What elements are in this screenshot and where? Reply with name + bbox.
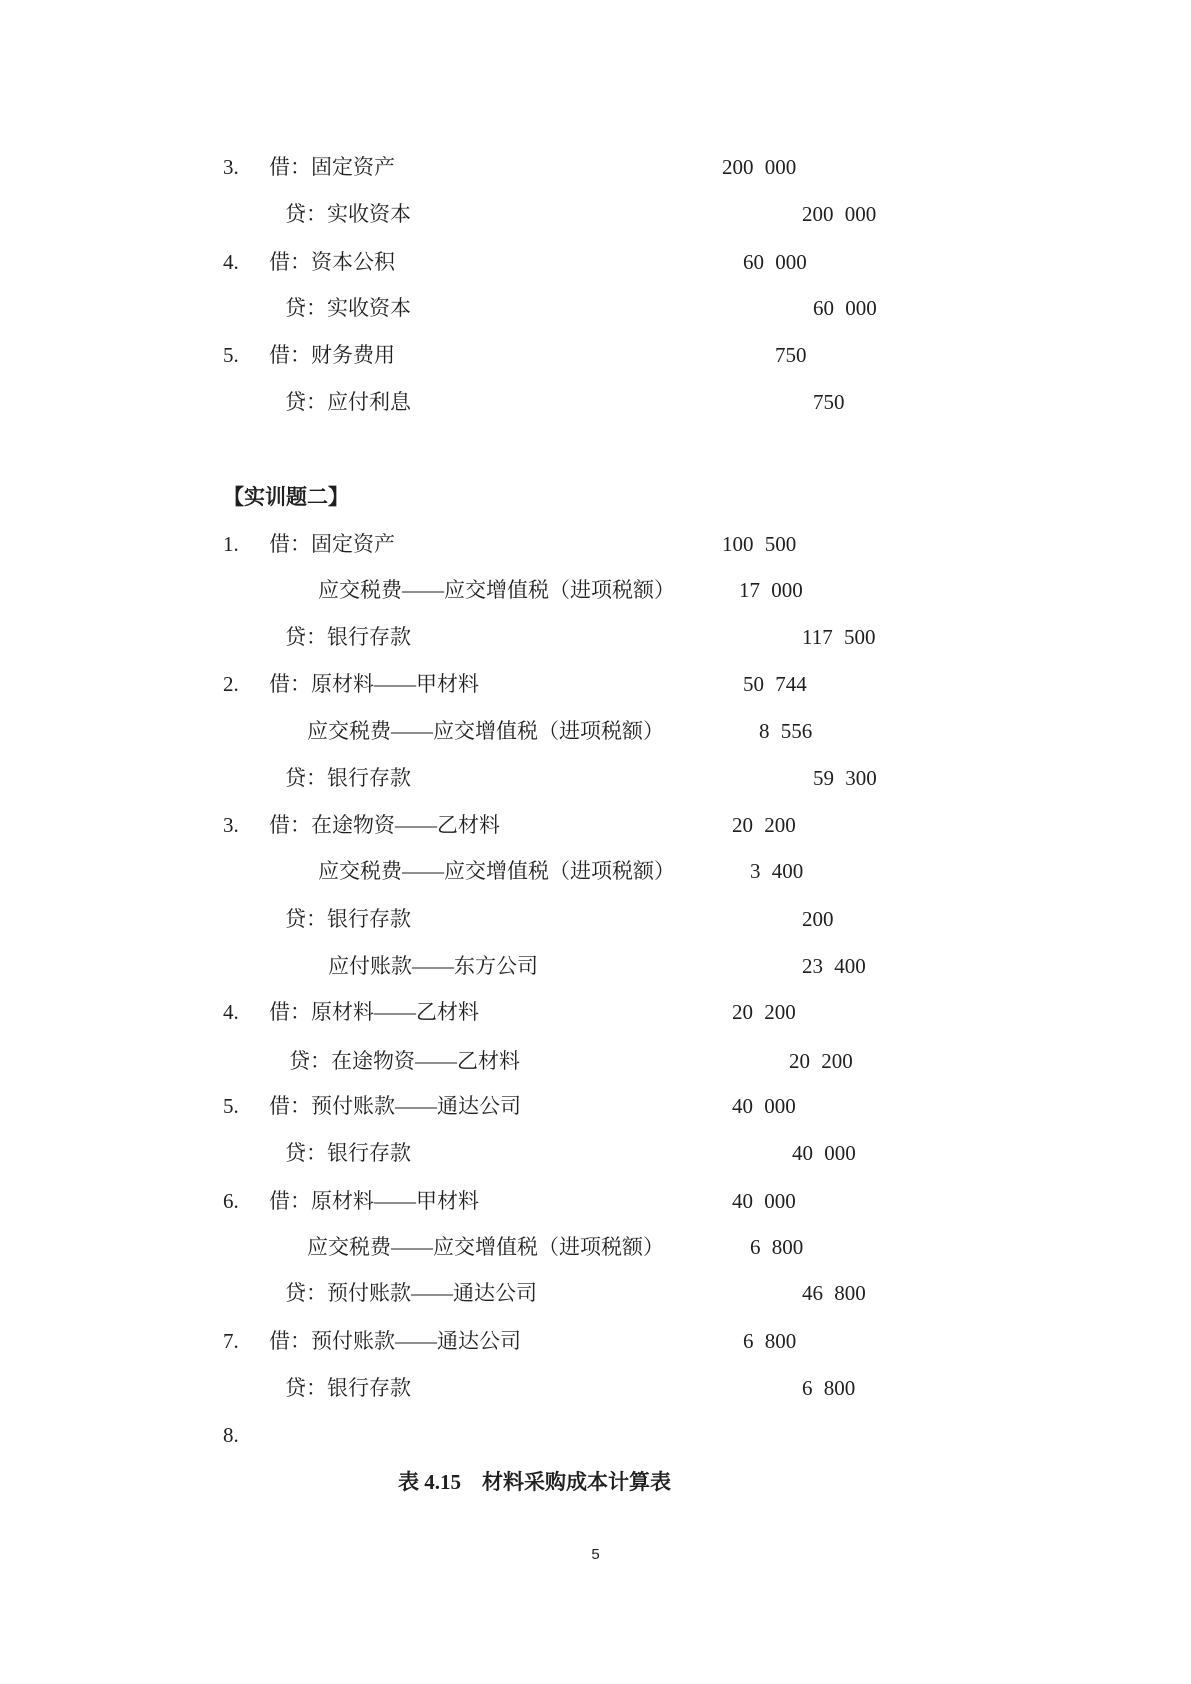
account-text: 贷：应付利息: [285, 390, 411, 414]
amount: 59 300: [813, 766, 877, 790]
account-text: 借：原材料——甲材料: [269, 1189, 479, 1213]
account-text: 贷：预付账款——通达公司: [285, 1281, 537, 1305]
entry-number: 3.: [223, 813, 239, 837]
journal-line: [0, 858, 1191, 884]
account-text: 借：预付账款——通达公司: [269, 1094, 521, 1118]
journal-line: [0, 1188, 1191, 1214]
journal-line: [0, 1140, 1191, 1166]
amount: 6 800: [743, 1329, 797, 1353]
account-text: 借：在途物资——乙材料: [269, 813, 500, 837]
amount: 60 000: [743, 250, 807, 274]
journal-line: [0, 1048, 1191, 1074]
amount: 23 400: [802, 954, 866, 978]
journal-line: [0, 624, 1191, 650]
entry-number: 4.: [223, 250, 239, 274]
section-title: 【实训题二】: [223, 485, 349, 509]
entry-number: 5.: [223, 1094, 239, 1118]
account-text: 借：固定资产: [269, 532, 395, 556]
amount: 6 800: [750, 1235, 804, 1259]
journal-line: [0, 201, 1191, 227]
amount: 200: [802, 907, 834, 931]
journal-line: [0, 953, 1191, 979]
page-number: 5: [591, 1546, 600, 1563]
entry-number: 5.: [223, 343, 239, 367]
account-text: 应交税费——应交增值税（进项税额）: [318, 578, 675, 602]
amount: 200 000: [722, 155, 797, 179]
amount: 3 400: [750, 859, 804, 883]
journal-line: [0, 1422, 1191, 1448]
amount: 17 000: [739, 578, 803, 602]
journal-line: [0, 389, 1191, 415]
journal-line: [0, 906, 1191, 932]
account-text: 借：原材料——乙材料: [269, 1000, 479, 1024]
journal-line: [0, 999, 1191, 1025]
entry-number: 8.: [223, 1423, 239, 1447]
entry-number: 2.: [223, 672, 239, 696]
amount: 20 200: [732, 1000, 796, 1024]
entry-number: 1.: [223, 532, 239, 556]
account-text: 借：财务费用: [269, 343, 395, 367]
account-text: 贷：银行存款: [285, 907, 411, 931]
journal-line: [0, 249, 1191, 275]
amount: 750: [775, 343, 807, 367]
journal-line: [0, 812, 1191, 838]
account-text: 贷：在途物资——乙材料: [289, 1049, 520, 1073]
amount: 6 800: [802, 1376, 856, 1400]
amount: 8 556: [759, 719, 813, 743]
account-text: 贷：银行存款: [285, 766, 411, 790]
journal-line: [0, 531, 1191, 557]
account-text: 贷：银行存款: [285, 1141, 411, 1165]
journal-line: [0, 1093, 1191, 1119]
amount: 20 200: [789, 1049, 853, 1073]
amount: 40 000: [792, 1141, 856, 1165]
amount: 40 000: [732, 1189, 796, 1213]
amount: 50 744: [743, 672, 807, 696]
journal-line: [0, 577, 1191, 603]
amount: 46 800: [802, 1281, 866, 1305]
entry-number: 6.: [223, 1189, 239, 1213]
entry-number: 7.: [223, 1329, 239, 1353]
journal-line: [0, 765, 1191, 791]
table-caption: 表 4.15 材料采购成本计算表: [398, 1470, 671, 1494]
entry-number: 4.: [223, 1000, 239, 1024]
journal-line: [0, 1328, 1191, 1354]
amount: 20 200: [732, 813, 796, 837]
journal-line: [0, 342, 1191, 368]
account-text: 借：资本公积: [269, 250, 395, 274]
journal-line: [0, 1280, 1191, 1306]
account-text: 贷：银行存款: [285, 1376, 411, 1400]
account-text: 贷：实收资本: [285, 296, 411, 320]
journal-line: [0, 671, 1191, 697]
account-text: 借：原材料——甲材料: [269, 672, 479, 696]
account-text: 应付账款——东方公司: [328, 954, 538, 978]
amount: 200 000: [802, 202, 877, 226]
account-text: 借：预付账款——通达公司: [269, 1329, 521, 1353]
amount: 60 000: [813, 296, 877, 320]
entry-number: 3.: [223, 155, 239, 179]
account-text: 应交税费——应交增值税（进项税额）: [307, 719, 664, 743]
amount: 100 500: [722, 532, 797, 556]
journal-line: [0, 295, 1191, 321]
journal-line: [0, 1234, 1191, 1260]
journal-line: [0, 718, 1191, 744]
journal-line: [0, 154, 1191, 180]
journal-line: [0, 1375, 1191, 1401]
amount: 40 000: [732, 1094, 796, 1118]
amount: 117 500: [802, 625, 876, 649]
account-text: 借：固定资产: [269, 155, 395, 179]
account-text: 贷：银行存款: [285, 625, 411, 649]
account-text: 应交税费——应交增值税（进项税额）: [307, 1235, 664, 1259]
account-text: 贷：实收资本: [285, 202, 411, 226]
account-text: 应交税费——应交增值税（进项税额）: [318, 859, 675, 883]
amount: 750: [813, 390, 845, 414]
